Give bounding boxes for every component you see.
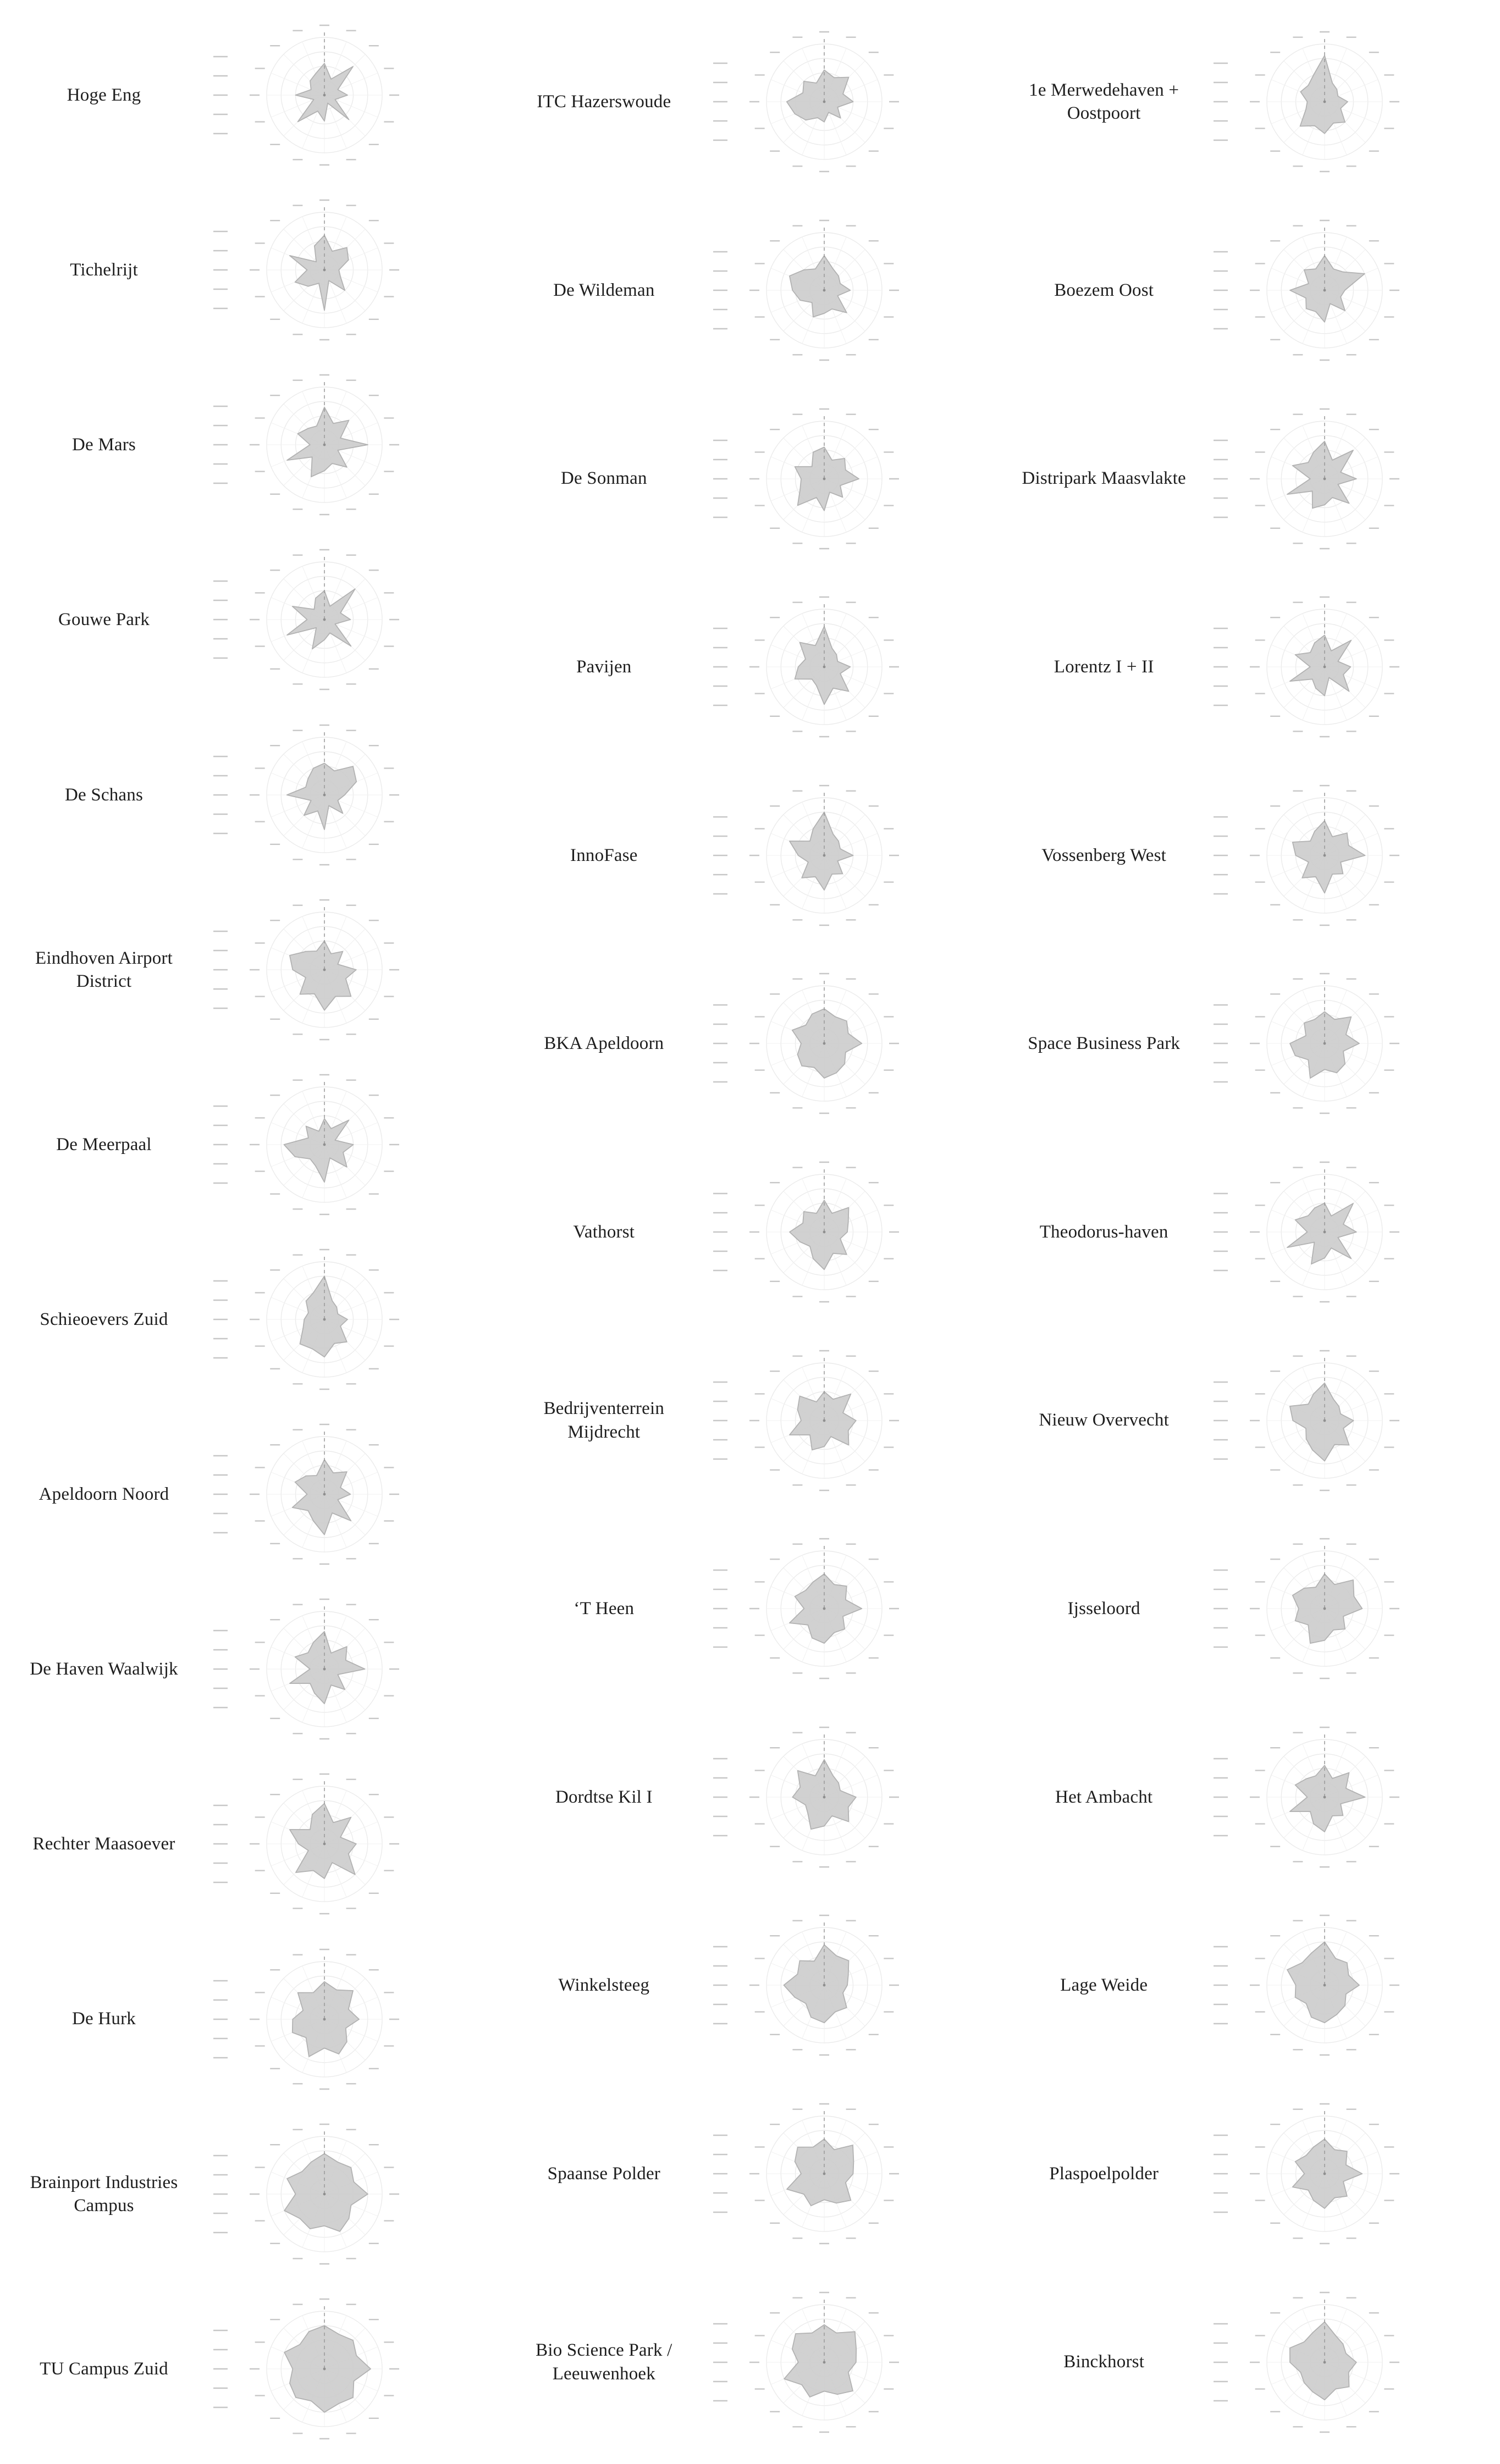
radar-chart (709, 961, 918, 1126)
chart-label: Lorentz I + II (1054, 657, 1154, 677)
chart-row (1000, 1150, 1500, 1314)
radar-chart (1209, 208, 1418, 373)
chart-label: TU Campus Zuid (40, 2358, 168, 2379)
radar-chart (709, 1338, 918, 1503)
chart-row (0, 13, 500, 178)
radar-chart-wrap (1209, 1150, 1418, 1314)
chart-row (1000, 1338, 1500, 1503)
radar-chart (1209, 773, 1418, 938)
chart-row (500, 1526, 1000, 1691)
radar-chart (709, 1715, 918, 1880)
chart-row (1000, 773, 1500, 938)
chart-row (500, 2280, 1000, 2445)
chart-row (0, 2112, 500, 2277)
chart-label: Dordtse Kil I (555, 1787, 653, 1807)
chart-label: Gouwe Park (58, 610, 150, 630)
radar-chart (1209, 961, 1418, 1126)
chart-row (0, 1761, 500, 1926)
radar-chart-wrap (709, 1338, 918, 1503)
chart-row (500, 961, 1000, 1126)
chart-row (0, 1937, 500, 2102)
chart-row (1000, 1715, 1500, 1880)
radar-chart-wrap (209, 362, 418, 527)
radar-chart-wrap (209, 1937, 418, 2102)
chart-label: Bedrijventerrein Mijdrecht (543, 1399, 665, 1442)
chart-label: De Meerpaal (56, 1134, 152, 1154)
radar-chart (1209, 396, 1418, 561)
chart-label: Rechter Maasoever (32, 1834, 175, 1854)
chart-row (500, 2091, 1000, 2256)
radar-chart-wrap (709, 584, 918, 749)
chart-row (500, 584, 1000, 749)
chart-label: ITC Hazerswoude (537, 92, 671, 112)
chart-column-1 (0, 0, 500, 2464)
chart-column-2 (500, 0, 1000, 2464)
radar-chart-wrap (709, 19, 918, 184)
radar-chart-wrap (709, 2280, 918, 2445)
radar-chart-wrap (1209, 1715, 1418, 1880)
radar-chart (1209, 1338, 1418, 1503)
radar-chart-wrap (709, 2091, 918, 2256)
chart-label: Theodorus-haven (1039, 1222, 1168, 1242)
radar-chart (209, 187, 418, 352)
radar-chart-wrap (209, 1062, 418, 1227)
chart-label: De Schans (64, 784, 144, 805)
radar-chart (1209, 1150, 1418, 1314)
radar-chart-wrap (709, 773, 918, 938)
radar-chart (709, 584, 918, 749)
chart-label: Distripark Maasvlakte (1022, 468, 1186, 489)
chart-label: Boezem Oost (1054, 280, 1154, 300)
radar-chart (209, 712, 418, 877)
chart-row (0, 537, 500, 702)
chart-row (1000, 208, 1500, 373)
radar-chart (209, 1412, 418, 1577)
chart-row (0, 2286, 500, 2451)
chart-label: Hoge Eng (67, 85, 141, 105)
radar-chart-wrap (209, 1587, 418, 1752)
radar-chart (209, 887, 418, 1052)
chart-label: Winkelsteeg (558, 1975, 650, 1996)
chart-label: Vossenberg West (1041, 845, 1167, 865)
chart-row (500, 1903, 1000, 2068)
radar-chart-wrap (1209, 2091, 1418, 2256)
chart-label: Plaspoelpolder (1049, 2163, 1159, 2184)
radar-chart (709, 2280, 918, 2445)
radar-chart-wrap (209, 887, 418, 1052)
chart-label: Schieoevers Zuid (40, 1309, 168, 1329)
radar-chart (1209, 19, 1418, 184)
radar-chart-wrap (709, 1150, 918, 1314)
chart-row (0, 887, 500, 1052)
radar-chart (209, 1062, 418, 1227)
radar-chart (709, 2091, 918, 2256)
chart-row (500, 208, 1000, 373)
chart-column-3 (1000, 0, 1500, 2464)
radar-chart-wrap (209, 187, 418, 352)
chart-row (1000, 2280, 1500, 2445)
radar-chart-wrap (209, 1237, 418, 1402)
chart-row (1000, 1903, 1500, 2068)
chart-label: De Haven Waalwijk (30, 1659, 178, 1680)
radar-chart (209, 2112, 418, 2277)
radar-chart (209, 1237, 418, 1402)
radar-chart-wrap (709, 1715, 918, 1880)
chart-row (0, 1237, 500, 1402)
radar-chart (709, 208, 918, 373)
chart-label: Pavijen (576, 657, 632, 677)
radar-chart (209, 2286, 418, 2451)
radar-chart-wrap (1209, 208, 1418, 373)
radar-chart-wrap (1209, 396, 1418, 561)
chart-label: Spaanse Polder (547, 2163, 660, 2184)
radar-chart (209, 1937, 418, 2102)
chart-label: 1e Merwedehaven + Oostpoort (1029, 80, 1179, 124)
radar-chart-wrap (209, 1761, 418, 1926)
chart-label: BKA Apeldoorn (544, 1034, 664, 1054)
chart-row (500, 19, 1000, 184)
chart-label: Tichelrijt (70, 260, 138, 280)
radar-chart-wrap (209, 13, 418, 178)
chart-row (500, 773, 1000, 938)
chart-row (1000, 19, 1500, 184)
radar-chart-wrap (1209, 773, 1418, 938)
chart-label: Brainport Industries Campus (30, 2172, 178, 2216)
radar-chart-wrap (209, 2112, 418, 2277)
chart-label: Apeldoorn Noord (38, 1484, 169, 1505)
chart-row (0, 1587, 500, 1752)
chart-label: Nieuw Overvecht (1039, 1410, 1169, 1430)
radar-chart (709, 1150, 918, 1314)
radar-chart (1209, 584, 1418, 749)
radar-chart (709, 773, 918, 938)
chart-row (500, 1338, 1000, 1503)
chart-label: ‘T Heen (573, 1599, 635, 1619)
radar-chart (709, 1903, 918, 2068)
radar-chart-wrap (1209, 2280, 1418, 2445)
chart-label: Het Ambacht (1055, 1787, 1153, 1807)
chart-row (1000, 396, 1500, 561)
chart-label: InnoFase (570, 845, 638, 865)
radar-chart (709, 19, 918, 184)
radar-chart-wrap (709, 396, 918, 561)
chart-row (1000, 961, 1500, 1126)
chart-label: De Hurk (72, 2009, 136, 2029)
chart-row (500, 396, 1000, 561)
chart-label: De Sonman (560, 468, 647, 489)
chart-label: Ijsseloord (1067, 1599, 1140, 1619)
radar-chart (209, 1761, 418, 1926)
radar-chart-wrap (709, 208, 918, 373)
radar-chart-wrap (1209, 584, 1418, 749)
radar-chart (209, 1587, 418, 1752)
chart-row (0, 1062, 500, 1227)
radar-chart (209, 362, 418, 527)
chart-row (500, 1150, 1000, 1314)
radar-chart (209, 537, 418, 702)
chart-label: Binckhorst (1063, 2352, 1145, 2372)
radar-chart (1209, 1526, 1418, 1691)
chart-row (1000, 584, 1500, 749)
chart-row (1000, 2091, 1500, 2256)
chart-row (0, 362, 500, 527)
chart-label: Eindhoven Airport District (35, 948, 173, 991)
chart-label: Space Business Park (1028, 1034, 1181, 1054)
radar-chart-wrap (209, 1412, 418, 1577)
chart-label: Vathorst (573, 1222, 635, 1242)
radar-chart-wrap (709, 1903, 918, 2068)
radar-chart-wrap (1209, 961, 1418, 1126)
chart-label: De Wildeman (553, 280, 655, 300)
radar-chart (1209, 1715, 1418, 1880)
chart-row (500, 1715, 1000, 1880)
chart-label: Lage Weide (1060, 1975, 1148, 1996)
radar-chart-wrap (209, 2286, 418, 2451)
radar-chart (1209, 2091, 1418, 2256)
radar-chart (209, 13, 418, 178)
radar-chart (709, 1526, 918, 1691)
radar-chart (1209, 1903, 1418, 2068)
chart-row (0, 187, 500, 352)
radar-chart-wrap (209, 712, 418, 877)
radar-chart-wrap (1209, 1338, 1418, 1503)
radar-chart (709, 396, 918, 561)
radar-chart-wrap (209, 537, 418, 702)
radar-chart-wrap (709, 961, 918, 1126)
chart-row (0, 1412, 500, 1577)
chart-label: Bio Science Park / Leeuwenhoek (536, 2340, 672, 2384)
radar-chart (1209, 2280, 1418, 2445)
chart-row (1000, 1526, 1500, 1691)
chart-label: De Mars (72, 435, 136, 455)
radar-chart-wrap (1209, 1903, 1418, 2068)
radar-chart-wrap (1209, 1526, 1418, 1691)
chart-row (0, 712, 500, 877)
radar-chart-wrap (709, 1526, 918, 1691)
radar-chart-wrap (1209, 19, 1418, 184)
